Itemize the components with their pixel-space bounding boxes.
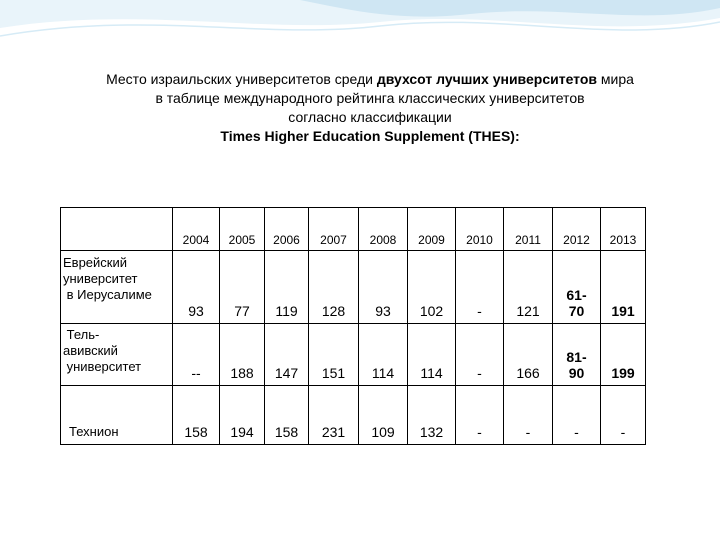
rank-cell-2007: 231	[309, 386, 359, 445]
university-name: Еврейский университет в Иерусалиме	[61, 251, 173, 324]
year-header-2006: 2006	[265, 208, 309, 251]
title-line-2: в таблице международного рейтинга классических университетов	[155, 90, 585, 106]
title-line-1: Место израильских университетов среди двухсот лучших университетов мира	[106, 71, 634, 87]
title-line-4: Times Higher Education Supplement (THES):	[220, 128, 520, 144]
year-header-2004: 2004	[173, 208, 220, 251]
year-header-2009: 2009	[408, 208, 456, 251]
ranking-table	[60, 207, 646, 445]
rank-cell-2010: -	[456, 251, 504, 324]
rank-cell-2010: -	[456, 386, 504, 445]
rank-cell-2008: 93	[359, 251, 408, 324]
university-row	[61, 251, 646, 324]
rank-cell-2005: 188	[220, 324, 265, 386]
title-line-3: согласно классификации	[288, 109, 452, 125]
rank-cell-2013: 191	[601, 251, 646, 324]
rank-cell-2012: 81- 90	[553, 324, 601, 386]
rank-cell-2004: 93	[173, 251, 220, 324]
year-header-row	[61, 208, 646, 251]
year-header-2007: 2007	[309, 208, 359, 251]
rank-cell-2007: 151	[309, 324, 359, 386]
rank-cell-2011: 121	[504, 251, 553, 324]
rank-cell-2009: 102	[408, 251, 456, 324]
university-row	[61, 324, 646, 386]
rank-cell-2012: 61- 70	[553, 251, 601, 324]
year-header-2008: 2008	[359, 208, 408, 251]
university-name: Технион	[61, 386, 173, 445]
university-row	[61, 386, 646, 445]
year-header-2013: 2013	[601, 208, 646, 251]
rank-cell-2005: 194	[220, 386, 265, 445]
rank-cell-2006: 119	[265, 251, 309, 324]
rank-cell-2013: 199	[601, 324, 646, 386]
year-header-2012: 2012	[553, 208, 601, 251]
decorative-header-waves	[0, 0, 720, 70]
rank-cell-2011: -	[504, 386, 553, 445]
slide-title	[40, 70, 700, 146]
rank-cell-2006: 158	[265, 386, 309, 445]
corner-cell	[61, 208, 173, 251]
rank-cell-2013: -	[601, 386, 646, 445]
year-header-2010: 2010	[456, 208, 504, 251]
rank-cell-2008: 114	[359, 324, 408, 386]
year-header-2011: 2011	[504, 208, 553, 251]
university-name: Тель- авивский университет	[61, 324, 173, 386]
rank-cell-2010: -	[456, 324, 504, 386]
rank-cell-2006: 147	[265, 324, 309, 386]
rank-cell-2005: 77	[220, 251, 265, 324]
rank-cell-2007: 128	[309, 251, 359, 324]
rank-cell-2009: 114	[408, 324, 456, 386]
rank-cell-2011: 166	[504, 324, 553, 386]
year-header-2005: 2005	[220, 208, 265, 251]
rank-cell-2004: 158	[173, 386, 220, 445]
rank-cell-2012: -	[553, 386, 601, 445]
rank-cell-2009: 132	[408, 386, 456, 445]
title-bold-phrase: двухсот лучших университетов	[376, 71, 597, 87]
rank-cell-2004: --	[173, 324, 220, 386]
rank-cell-2008: 109	[359, 386, 408, 445]
